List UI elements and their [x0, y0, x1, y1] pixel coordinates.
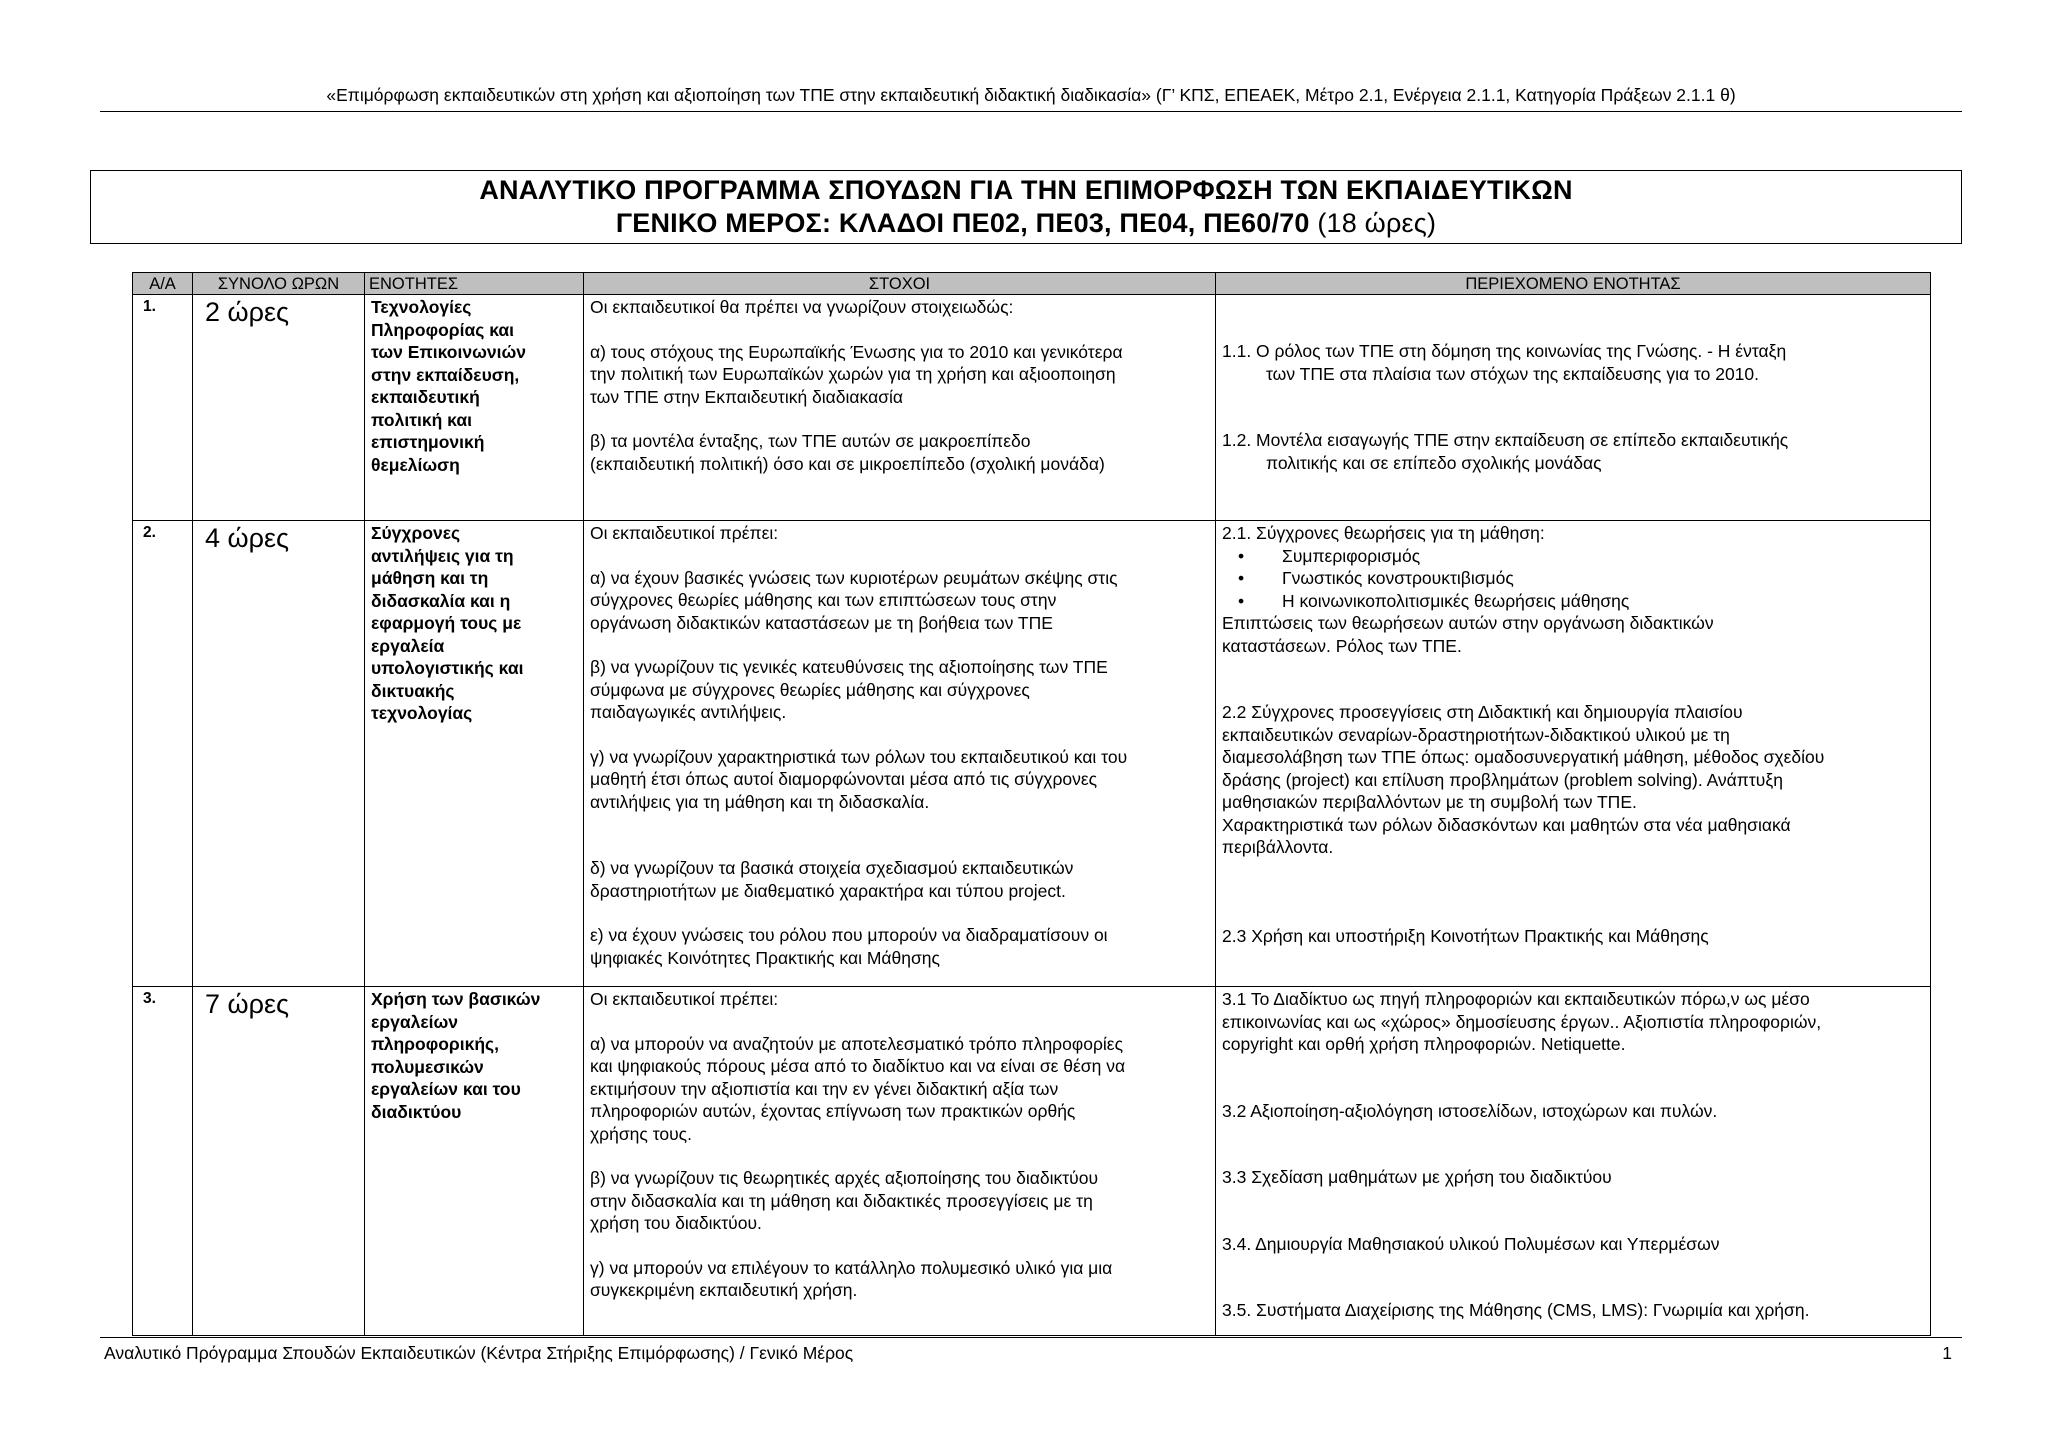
content-line: 2.1. Σύγχρονες θεωρήσεις για τη μάθηση:: [1222, 523, 1545, 543]
goal-line: πληροφοριών αυτών, έχοντας επίγνωση των πρακτικών ορθής: [590, 1101, 1076, 1121]
row-content: [1216, 521, 1931, 987]
list-item: [1222, 545, 1924, 568]
unit-line: υπολογιστικής και: [371, 658, 524, 678]
row-unit: [365, 521, 584, 987]
row-number: 2.: [133, 521, 193, 987]
content-line: μαθησιακών περιβαλλόντων με τη συμβολή των ΤΠΕ.: [1222, 792, 1637, 812]
goal-line: συγκεκριμένη εκπαιδευτική χρήση.: [590, 1280, 858, 1300]
goals-intro: Οι εκπαιδευτικοί πρέπει:: [590, 523, 779, 543]
unit-line: εργαλείων: [371, 1011, 459, 1032]
header-divider: [100, 111, 1962, 112]
content-line: 3.4. Δημιουργία Μαθησιακού υλικού Πολυμέσων και Υπερμέσων: [1222, 1233, 1720, 1254]
goal-line: β) τα μοντέλα ένταξης, των ΤΠΕ αυτών σε μακροεπίπεδο: [590, 431, 1031, 451]
row-unit: [365, 295, 584, 521]
unit-line: Χρήση των βασικών: [371, 989, 541, 1009]
row-goals: [584, 521, 1216, 987]
unit-line: των Επικοινωνιών: [371, 342, 526, 362]
row-content: [1216, 987, 1931, 1336]
unit-line: εκπαιδευτική: [371, 387, 480, 407]
goal-line: β) να γνωρίζουν τις γενικές κατευθύνσεις της αξιοποίησης των ΤΠΕ: [590, 657, 1108, 677]
goal-line: οργάνωση διδακτικών καταστάσεων με τη βοήθεια των ΤΠΕ: [590, 612, 1053, 633]
list-item: [1222, 567, 1924, 590]
content-line: πολιτικής και σε επίπεδο σχολικής μονάδας: [1266, 452, 1602, 473]
running-header: «Επιμόρφωση εκπαιδευτικών στη χρήση και αξιοποίηση των ΤΠΕ στην εκπαιδευτική διδακτική διαδικασία» (Γ’ ΚΠΣ, ΕΠΕΑΕΚ, Μέτρο 2.1, Ενέργεια 2.1.1, Κατηγορία Πράξεων 2.1.1 θ): [326, 85, 1736, 105]
content-line: διαμεσολάβηση των ΤΠΕ όπως: ομαδοσυνεργατική μάθηση, μέθοδος σχεδίου: [1222, 747, 1825, 767]
table-row: [133, 521, 1931, 987]
content-line: επικοινωνίας και ως «χώρος» δημοσίευσης έργων.. Αξιοπιστία πληροφοριών,: [1222, 1011, 1822, 1032]
goal-line: την πολιτική των Ευρωπαϊκών χωρών για τη χρήση και αξιοοποιηση: [590, 364, 1116, 384]
row-hours: 4 ώρες: [193, 521, 365, 987]
row-hours: 2 ώρες: [193, 295, 365, 521]
goal-line: α) τους στόχους της Ευρωπαϊκής Ένωσης για το 2010 και γενικότερα: [590, 341, 1123, 362]
content-line: 3.1 Το Διαδίκτυο ως πηγή πληροφοριών και εκπαιδευτικών πόρω,ν ως μέσο: [1222, 989, 1810, 1009]
content-line: 2.3 Χρήση και υποστήριξη Κοινοτήτων Πρακτικής και Μάθησης: [1222, 925, 1709, 946]
goal-line: (εκπαιδευτική πολιτική) όσο και σε μικροεπίπεδο (σχολική μονάδα): [590, 453, 1105, 474]
content-line: 3.5. Συστήματα Διαχείρισης της Μάθησης (CMS, LMS): Γνωριμία και χρήση.: [1222, 1300, 1810, 1320]
unit-line: πολιτική και: [371, 409, 472, 430]
row-number: 1.: [133, 295, 193, 521]
page-title: ΑΝΑΛΥΤΙΚΟ ΠΡΟΓΡΑΜΜΑ ΣΠΟΥΔΩΝ ΓΙΑ ΤΗΝ ΕΠΙΜΟΡΦΩΣΗ ΤΩΝ ΕΚΠΑΙΔΕΥΤΙΚΩΝ: [479, 175, 1573, 205]
unit-line: πληροφορικής,: [371, 1034, 499, 1054]
goal-line: στην διδασκαλία και τη μάθηση και διδακτικές προσεγγίσεις με τη: [590, 1190, 1093, 1211]
unit-line: πολυμεσικών: [371, 1056, 484, 1077]
syllabus-table: [132, 272, 1931, 1336]
unit-line: δικτυακής: [371, 680, 455, 701]
goal-line: α) να μπορούν να αναζητούν με αποτελεσματικό τρόπο πληροφορίες: [590, 1033, 1124, 1054]
content-line: 3.2 Αξιοποίηση-αξιολόγηση ιστοσελίδων, ιστοχώρων και πυλών.: [1222, 1100, 1718, 1121]
unit-line: εργαλεία: [371, 635, 445, 656]
subtitle-hours: (18 ώρες): [1317, 208, 1437, 238]
unit-line: εργαλείων και του: [371, 1079, 521, 1099]
row-hours: 7 ώρες: [193, 987, 365, 1336]
row-content: [1216, 295, 1931, 521]
row-number: 3.: [133, 987, 193, 1336]
row-goals: [584, 295, 1216, 521]
content-line: 3.3 Σχεδίαση μαθημάτων με χρήση του διαδικτύου: [1222, 1167, 1612, 1187]
content-line: καταστάσεων. Ρόλος των ΤΠΕ.: [1222, 635, 1462, 656]
content-line: Επιπτώσεις των θεωρήσεων αυτών στην οργάνωση διδακτικών: [1222, 613, 1714, 633]
goal-line: σύγχρονες θεωρίες μάθησης και των επιπτώσεων τους στην: [590, 590, 1057, 610]
unit-line: αντιλήψεις για τη: [371, 545, 514, 566]
bullet-icon: •: [1238, 590, 1245, 611]
bullet-icon: •: [1238, 545, 1245, 566]
unit-line: θεμελίωση: [371, 454, 460, 475]
goal-line: α) να έχουν βασικές γνώσεις των κυριοτέρων ρευμάτων σκέψης στις: [590, 567, 1118, 588]
content-line: copyright και ορθή χρήση πληροφοριών. Netiquette.: [1222, 1034, 1626, 1054]
column-header-aa: Α/Α: [133, 273, 193, 295]
goal-line: δ) να γνωρίζουν τα βασικά στοιχεία σχεδιασμού εκπαιδευτικών: [590, 858, 1074, 878]
column-header-units: ΕΝΟΤΗΤΕΣ: [365, 273, 584, 295]
content-line: 1.1. Ο ρόλος των ΤΠΕ στη δόμηση της κοινωνίας της Γνώσης. - Η ένταξη: [1222, 341, 1787, 361]
unit-line: διαδικτύου: [371, 1101, 462, 1122]
column-header-hours: ΣΥΝΟΛΟ ΩΡΩΝ: [193, 273, 365, 295]
footer-text: Αναλυτικό Πρόγραμμα Σπουδών Εκπαιδευτικών (Κέντρα Στήριξης Επιμόρφωσης) / Γενικό Μέρος: [104, 1343, 854, 1363]
content-line: 1.2. Μοντέλα εισαγωγής ΤΠΕ στην εκπαίδευση σε επίπεδο εκπαιδευτικής: [1222, 430, 1789, 450]
goal-line: β) να γνωρίζουν τις θεωρητικές αρχές αξιοποίησης του διαδικτύου: [590, 1168, 1099, 1188]
goal-line: γ) να μπορούν να επιλέγουν το κατάλληλο πολυμεσικό υλικό για μια: [590, 1257, 1113, 1278]
page-number: 1: [1942, 1343, 1952, 1363]
goals-intro: Οι εκπαιδευτικοί θα πρέπει να γνωρίζουν στοιχειωδώς:: [590, 297, 1014, 317]
unit-line: επιστημονική: [371, 432, 485, 452]
unit-line: μάθηση και τη: [371, 568, 489, 588]
goal-line: δραστηριοτήτων με διαθεματικό χαρακτήρα και τύπου project.: [590, 880, 1066, 901]
goal-line: και ψηφιακούς πόρους μέσα από το διαδίκτυο και να είναι σε θέση να: [590, 1056, 1126, 1076]
unit-line: Πληροφορίας και: [371, 319, 514, 340]
column-header-goals: ΣΤΟΧΟΙ: [584, 273, 1216, 295]
content-line: εκπαιδευτικών σεναρίων-δραστηριοτήτων-διδακτικού υλικού με τη: [1222, 724, 1730, 745]
goal-line: χρήσης τους.: [590, 1123, 692, 1144]
footer-divider: [100, 1337, 1962, 1338]
goal-line: εκτιμήσουν την αξιοπιστία και την εν γένει διδακτική αξία των: [590, 1078, 1059, 1099]
unit-line: διδασκαλία και η: [371, 590, 511, 611]
unit-line: εφαρμογή τους με: [371, 613, 522, 633]
bullet-text: Γνωστικός κονστρουκτιβισμός: [1282, 568, 1514, 588]
goal-line: γ) να γνωρίζουν χαρακτηριστικά των ρόλων του εκπαιδευτικού και του: [590, 746, 1128, 767]
goal-line: σύμφωνα με σύγχρονες θεωρίες μάθησης και σύγχρονες: [590, 679, 1030, 700]
table-row: [133, 987, 1931, 1336]
unit-line: Σύγχρονες: [371, 523, 461, 543]
bullet-text: Η κοινωνικοπολιτισμικές θεωρήσεις μάθησης: [1282, 590, 1630, 611]
page-subtitle: [91, 207, 1961, 240]
title-box: [90, 170, 1962, 244]
table-row: [133, 295, 1931, 521]
bullet-text: Συμπεριφορισμός: [1282, 545, 1421, 566]
content-line: των ΤΠΕ στα πλαίσια των στόχων της εκπαίδευσης για το 2010.: [1266, 363, 1760, 384]
content-line: 2.2 Σύγχρονες προσεγγίσεις στη Διδακτική και δημιουργία πλαισίου: [1222, 702, 1743, 722]
goal-line: μαθητή έτσι όπως αυτοί διαμορφώνονται μέσα από τις σύγχρονες: [590, 769, 1098, 789]
row-unit: [365, 987, 584, 1336]
goal-line: των ΤΠΕ στην Εκπαιδευτική διαδιακασία: [590, 386, 904, 407]
goal-line: ψηφιακές Κοινότητες Πρακτικής και Μάθησης: [590, 947, 940, 968]
row-goals: [584, 987, 1216, 1336]
table-header-row: [133, 273, 1931, 295]
content-line: δράσης (project) και επίλυση προβλημάτων (problem solving). Ανάπτυξη: [1222, 769, 1783, 790]
goal-line: παιδαγωγικές αντιλήψεις.: [590, 702, 787, 722]
goal-line: ε) να έχουν γνώσεις του ρόλου που μπορούν να διαδραματίσουν οι: [590, 925, 1108, 945]
bullet-icon: •: [1238, 568, 1245, 588]
content-line: περιβάλλοντα.: [1222, 837, 1334, 857]
unit-line: Τεχνολογίες: [371, 297, 472, 317]
goal-line: χρήση του διαδικτύου.: [590, 1213, 762, 1233]
subtitle-text: ΓΕΝΙΚΟ ΜΕΡΟΣ: ΚΛΑΔΟΙ ΠΕ02, ΠΕ03, ΠΕ04, ΠΕ60/70: [615, 208, 1310, 238]
goal-line: αντιλήψεις για τη μάθηση και τη διδασκαλία.: [590, 791, 930, 812]
content-line: Χαρακτηριστικά των ρόλων διδασκόντων και μαθητών στα νέα μαθησιακά: [1222, 814, 1791, 835]
unit-line: στην εκπαίδευση,: [371, 364, 520, 385]
unit-line: τεχνολογίας: [371, 703, 473, 723]
column-header-content: ΠΕΡΙΕΧΟΜΕΝΟ ΕΝΟΤΗΤΑΣ: [1216, 273, 1931, 295]
goals-intro: Οι εκπαιδευτικοί πρέπει:: [590, 989, 779, 1009]
list-item: [1222, 590, 1924, 613]
